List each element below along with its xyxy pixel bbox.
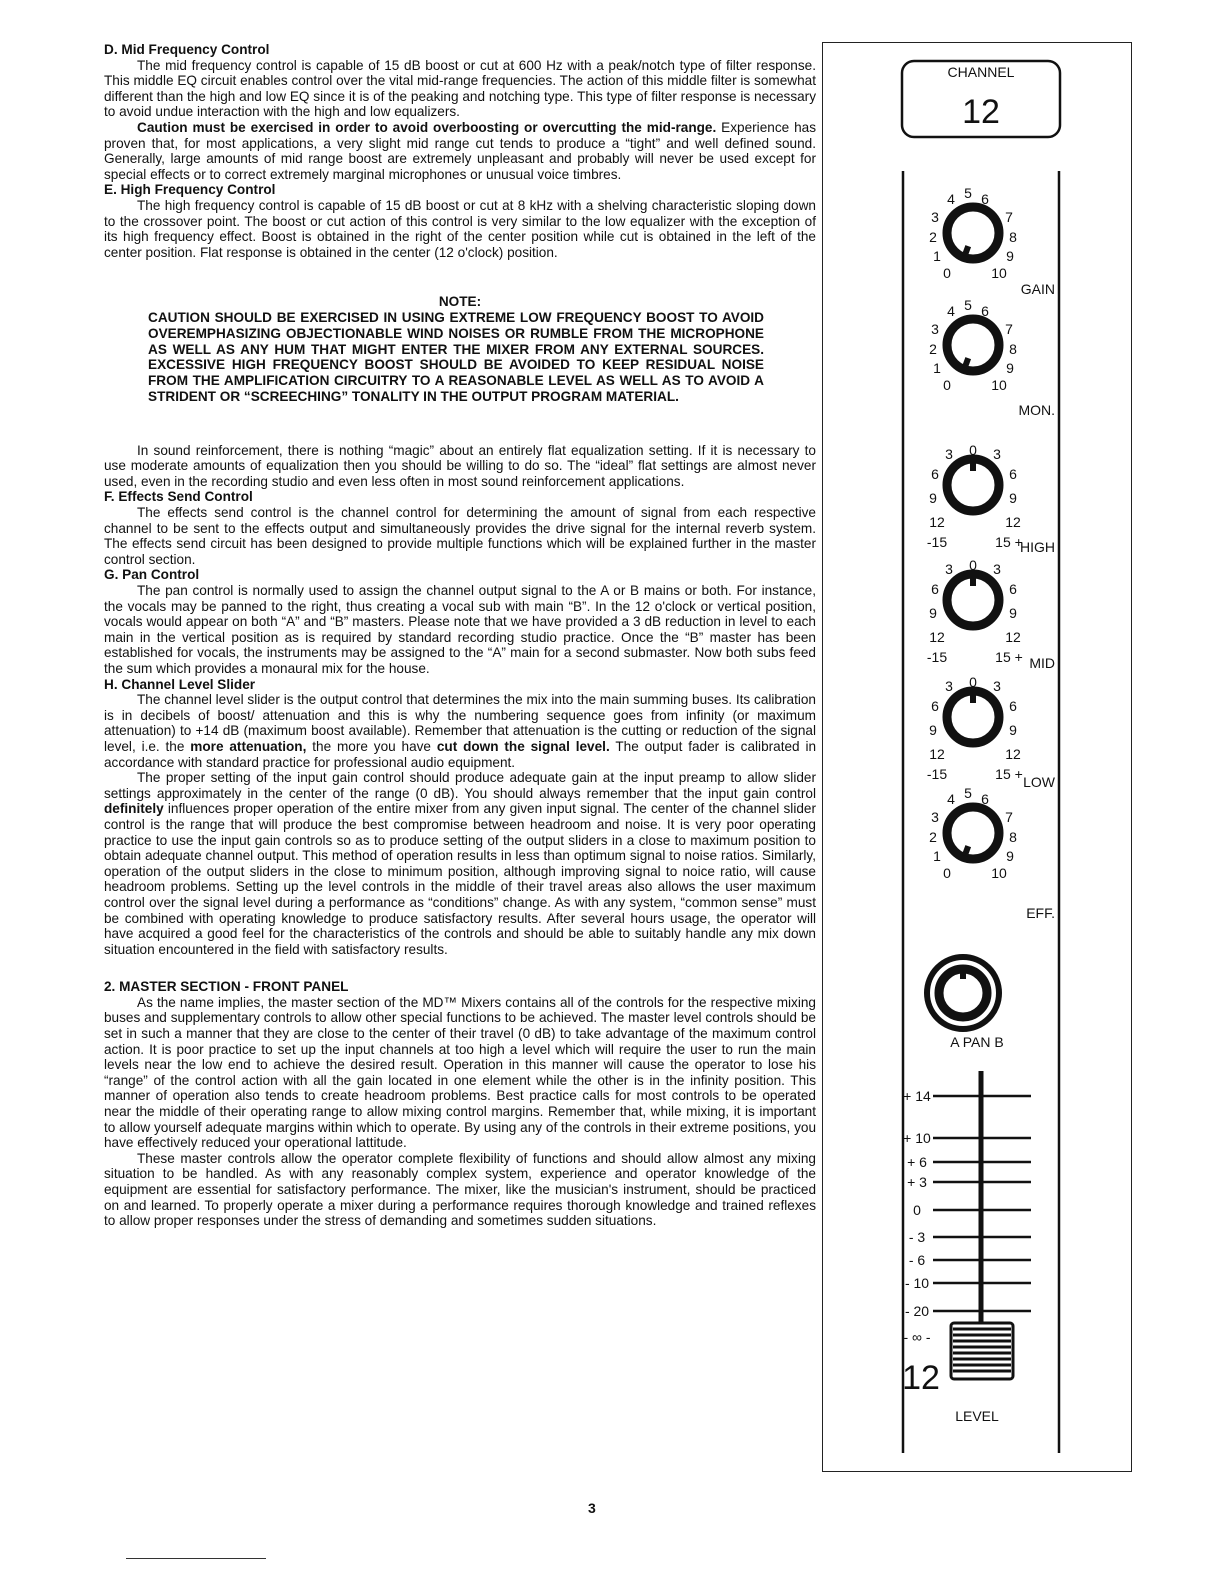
heading-pan-control: G. Pan Control: [104, 567, 200, 583]
slider-text-c: The output fader is calibrated in accordance with standard practice for professional audio equipment.: [104, 738, 817, 770]
gain-knob-scale-0: 0: [943, 265, 951, 281]
heading-mid-frequency-control: D. Mid Frequency Control: [104, 42, 270, 57]
slider-bold-more-attenuation: more attenuation,: [190, 738, 307, 754]
fader-scale-label: 0: [913, 1202, 921, 1218]
fader-scale-label: - 20: [904, 1303, 930, 1319]
eff-knob-scale-8: 8: [1009, 829, 1017, 845]
gain-knob-scale-6: 6: [981, 191, 989, 207]
eff-knob-scale-4: 4: [947, 791, 955, 807]
gain-knob-scale-2: 2: [929, 229, 937, 245]
eff-knob-scale-3: 3: [931, 809, 939, 825]
eff-knob[interactable]: [947, 807, 999, 859]
high-eq-knob-scale-right-6: 6: [1009, 466, 1017, 482]
mid-eq-knob[interactable]: [947, 574, 999, 626]
mon-knob-scale-3: 3: [931, 321, 939, 337]
gain-knob[interactable]: [947, 207, 999, 259]
slider-text-a: The channel level slider is the output control that determines the mix into the main summing buses. Its calibration is in decibels of boost/ attenuation and this is why the numbering sequence goes from infinity (or maximum attenuation) to +14 dB (maximum boost available). Remember that attenuation is the cutting or reduction of the signal level, i.e. the: [104, 692, 816, 754]
high-eq-knob-scale-left-6: 6: [931, 466, 939, 482]
channel-number: 12: [962, 93, 1000, 131]
mid-eq-knob-plus-15: 15 +: [995, 649, 1023, 665]
mon-knob-scale-5: 5: [964, 297, 972, 313]
fader-channel-number: 12: [902, 1359, 940, 1397]
low-eq-knob-scale-right-3: 3: [993, 678, 1001, 694]
fader-cap[interactable]: [951, 1323, 1013, 1379]
eff-knob-scale-9: 9: [1006, 848, 1014, 864]
mon-knob-scale-8: 8: [1009, 341, 1017, 357]
gain-knob-scale-5: 5: [964, 185, 972, 201]
eff-knob-scale-1: 1: [933, 848, 941, 864]
gain-text-a: The proper setting of the input gain control should produce adequate gain at the input preamp to allow slider settings approximately in the center of the range (0 dB). You should always remember that the input gain control: [104, 770, 816, 801]
fader-scale-label: + 10: [903, 1130, 931, 1146]
paragraph-sound-reinforcement: In sound reinforcement, there is nothing “magic” about an entirely flat equalization setting. If it is necessary to use moderate amounts of equalization then you should be willing to do so. The “ideal” flat settings are almost never used, even in the recording studio and even less often in most sound reinforcement applications.: [104, 442, 816, 489]
gain-text-b: influences proper operation of the entire mixer from any given input signal. The center of the channel slider control is the range that will produce the best compromise between headroom and noise. It is very poor operating practice to use the input gain controls so as to produce setting of the output sliders in a close to maximum position to obtain adequate channel output. This method of operation results in less than optimum signal to noise ratios. Similarly, operation of the output sliders in the close to minimum position, although improving signal to noice ratio, will cause headroom problems. Setting up the level controls in the middle of their travel areas also allows the user maximum control over the signal level during a performance as “conditions” change. As with any system, “common sense” must be combined with operating knowledge to produce satisfactory results. After several hours usage, the operator will have acquired a good feel for the characteristics of the controls and should be able to suitably handle any mix down situation encountered in the field with satisfactory results.: [104, 801, 816, 957]
mon-knob-scale-1: 1: [933, 360, 941, 376]
mon-knob-pointer: [965, 358, 968, 367]
mon-knob-label: MON.: [1018, 402, 1055, 418]
high-eq-knob[interactable]: [947, 459, 999, 511]
fader-scale-label: + 14: [903, 1088, 931, 1104]
mon-knob-scale-4: 4: [947, 303, 955, 319]
eff-knob-scale-10: 10: [991, 865, 1007, 881]
mid-eq-knob-scale-0: 0: [969, 557, 977, 573]
channel-label: CHANNEL: [947, 64, 1015, 80]
paragraph-input-gain-setting: [104, 770, 816, 957]
eff-knob-scale-0: 0: [943, 865, 951, 881]
gain-knob-scale-8: 8: [1009, 229, 1017, 245]
eff-knob-pointer: [965, 846, 968, 855]
mid-caution-rest: Experience has proven that, for most applications, a very slight mid range cut tends to produce a “tight” and well defined sound. Generally, large amounts of mid range boost are extremely unpleasant and probably will never be used except for special effects or to correct extremely marginal microphones or unusual voice timbres.: [104, 119, 817, 182]
manual-text-column: [104, 42, 816, 1229]
high-eq-knob-scale-right-9: 9: [1009, 490, 1017, 506]
mid-eq-knob-scale-left-9: 9: [929, 605, 937, 621]
low-eq-knob-scale-right-9: 9: [1009, 722, 1017, 738]
mon-knob-scale-6: 6: [981, 303, 989, 319]
level-fader: [902, 1071, 1031, 1424]
mon-knob[interactable]: [947, 319, 999, 371]
mid-eq-knob-scale-right-3: 3: [993, 561, 1001, 577]
gain-knob-body[interactable]: [947, 207, 999, 259]
paragraph-effects-send: The effects send control is the channel control for determining the amount of signal from each respective channel to be sent to the effects output and simultaneously provides the drive signal for the internal reverb system. The effects send circuit has been designed to provide multiple functions which will be explained further in the master control section.: [104, 505, 816, 567]
high-eq-knob-scale-0: 0: [969, 442, 977, 458]
gain-knob-pointer: [965, 246, 968, 255]
low-eq-knob-scale-0: 0: [969, 674, 977, 690]
paragraph-pan-control: The pan control is normally used to assign the channel output signal to the A or B mains or both. For instance, the vocals may be panned to the right, thus creating a vocal sub with main “B”. In the 12 o'clock or vertical position, vocals would appear on both “A” and “B” masters. Please note that we have provided a 3 dB reduction in level to each main in the vertical position as is required by standard recording studio practice. Once the “B” master has been established for vocals, the instruments may be assigned to the “A” main for a second submaster. Now both subs feed the sum which provides a monaural mix for the house.: [104, 583, 816, 676]
high-eq-knob-scale-left-3: 3: [945, 446, 953, 462]
heading-high-frequency-control: E. High Frequency Control: [104, 182, 276, 198]
low-eq-knob-scale-right-6: 6: [1009, 698, 1017, 714]
mid-eq-knob-scale-right-9: 9: [1009, 605, 1017, 621]
mid-eq-knob-label: MID: [1029, 655, 1055, 671]
mon-knob-scale-2: 2: [929, 341, 937, 357]
low-eq-knob-scale-left-9: 9: [929, 722, 937, 738]
note-title: NOTE:: [438, 294, 482, 310]
paragraph-master-section-2: These master controls allow the operator complete flexibility of functions and should allow almost any mixing situation to be handled. As with any reasonably complex system, experience and operator knowledge of the equipment are essential for satisfactory performance. The mixer, like the musician's instrument, should be practiced on and learned. To properly operate a mixer during a performance requires thorough knowledge and trained reflexes to allow proper responses under the stress of demanding and sometimes sudden situations.: [104, 1150, 816, 1229]
high-eq-knob-scale-left-12: 12: [929, 514, 945, 530]
heading-master-section: 2. MASTER SECTION - FRONT PANEL: [104, 979, 349, 995]
paragraph-mid-caution: [104, 120, 816, 182]
mon-knob-scale-0: 0: [943, 377, 951, 393]
eff-knob-scale-7: 7: [1005, 809, 1013, 825]
note-body: CAUTION SHOULD BE EXERCISED IN USING EXTREME LOW FREQUENCY BOOST TO AVOID OVEREMPHASIZING OBJECTIONABLE WIND NOISES OR RUMBLE FROM THE MICROPHONE AS WELL AS ANY HUM THAT MIGHT ENTER THE MIXER FROM ANY EXTERNAL SOURCES. EXCESSIVE HIGH FREQUENCY BOOST SHOULD BE AVOIDED TO KEEP RESIDUAL NOISE FROM THE AMPLIFICATION CIRCUITRY TO A REASONABLE LEVEL AS WELL AS TO AVOID A STRIDENT OR “SCREECHING” TONALITY IN THE OUTPUT PROGRAM MATERIAL.: [148, 309, 764, 404]
slider-bold-cut-down: cut down the signal level.: [436, 738, 610, 754]
high-eq-knob-scale-left-9: 9: [929, 490, 937, 506]
low-eq-knob-scale-right-12: 12: [1005, 746, 1021, 762]
fader-scale-label: - 6: [908, 1252, 926, 1268]
mid-eq-knob-scale-left-12: 12: [929, 629, 945, 645]
mid-caution-bold: Caution must be exercised in order to avoid overboosting or overcutting the mid-range.: [137, 119, 717, 135]
paragraph-master-section-1: As the name implies, the master section of the MD™ Mixers contains all of the controls for the respective mixing buses and supplementary controls to allow other special functions to be achieved. The master level controls should be set in such a manner that they are close to the center of their travel (0 dB) to take advantage of the maximum control action. It is poor practice to set up the input channels at too high a level which will require the user to run the main levels near the low end to achieve the desired result. Operation in this manner will cause the operator to lose his “range” of the control action with all the gain located in one element while the other is in the infinity position. This manner of operation also tends to create headroom problems. Best practice calls for most controls to be operated near the middle of their operating range to allow mixing control margins. Remember that, while mixing, it is important to allow yourself adequate margins within which to operate. By using any of the controls in their extreme positions, you have effectively reduced your operational lattitude.: [104, 994, 816, 1151]
mid-eq-knob-minus-15: -15: [926, 649, 948, 665]
eff-knob-scale-6: 6: [981, 791, 989, 807]
low-eq-knob-plus-15: 15 +: [995, 766, 1023, 782]
gain-knob-label: GAIN: [1020, 281, 1055, 297]
low-eq-knob-scale-left-3: 3: [945, 678, 953, 694]
paragraph-mid-frequency: The mid frequency control is capable of 15 dB boost or cut at 600 Hz with a peak/notch type of filter response. This middle EQ circuit enables control over the vital mid-range frequencies. The action of this middle filter is somewhat different than the high and low EQ since it is of the peaking and notching type. This type of filter response is necessary to avoid undue interaction with the high and low equalizers.: [104, 57, 816, 120]
mon-knob-scale-9: 9: [1006, 360, 1014, 376]
low-eq-knob-scale-left-12: 12: [929, 746, 945, 762]
paragraph-high-frequency: The high frequency control is capable of 15 dB boost or cut at 8 kHz with a shelving characteristic sloping down to the crossover point. The boost or cut action of this control is very similar to the low equalizer with the exception of its high frequency effect. Boost is obtained in the right of the center position while cut is obtained in the left of the center position. Flat response is obtained in the center (12 o'clock) position.: [104, 197, 816, 260]
eff-knob-label: EFF.: [1026, 905, 1055, 921]
fader-scale-label: - 3: [908, 1229, 926, 1245]
fader-scale-label: + 3: [907, 1174, 927, 1190]
gain-knob-scale-4: 4: [947, 191, 955, 207]
eff-knob-scale-5: 5: [964, 785, 972, 801]
paragraph-level-slider: [104, 692, 816, 770]
heading-channel-level-slider: H. Channel Level Slider: [104, 676, 256, 692]
low-eq-knob-scale-left-6: 6: [931, 698, 939, 714]
gain-knob-scale-1: 1: [933, 248, 941, 264]
fader-scale-label: + 6: [907, 1154, 927, 1170]
mid-eq-knob-scale-left-6: 6: [931, 581, 939, 597]
eff-knob-scale-2: 2: [929, 829, 937, 845]
gain-knob-scale-3: 3: [931, 209, 939, 225]
low-eq-knob-minus-15: -15: [926, 766, 948, 782]
gain-knob-scale-10: 10: [991, 265, 1007, 281]
fader-scale-label: - ∞ -: [903, 1329, 931, 1345]
mon-knob-scale-10: 10: [991, 377, 1007, 393]
fader-scale-label: - 10: [904, 1275, 930, 1291]
mid-eq-knob-scale-left-3: 3: [945, 561, 953, 577]
mid-eq-knob-scale-right-12: 12: [1005, 629, 1021, 645]
mid-eq-knob-scale-right-6: 6: [1009, 581, 1017, 597]
heading-effects-send-control: F. Effects Send Control: [104, 489, 253, 505]
footnote-rule: [126, 1558, 266, 1559]
pan-label: A PAN B: [950, 1034, 1004, 1050]
knob-section: [927, 185, 1056, 1050]
gain-knob-scale-9: 9: [1006, 248, 1014, 264]
low-eq-knob-label: LOW: [1023, 774, 1055, 790]
high-eq-knob-minus-15: -15: [926, 534, 948, 550]
high-eq-knob-plus-15: 15 +: [995, 534, 1023, 550]
slider-text-b: the more you have: [312, 738, 431, 754]
gain-knob-scale-7: 7: [1005, 209, 1013, 225]
high-eq-knob-scale-right-12: 12: [1005, 514, 1021, 530]
low-eq-knob[interactable]: [947, 691, 999, 743]
eff-knob-body[interactable]: [947, 807, 999, 859]
pan-knob[interactable]: [927, 957, 999, 1029]
page-number: 3: [588, 1500, 596, 1516]
mon-knob-body[interactable]: [947, 319, 999, 371]
level-label: LEVEL: [955, 1408, 999, 1424]
high-eq-knob-label: HIGH: [1020, 539, 1055, 555]
gain-bold-definitely: definitely: [104, 801, 164, 817]
channel-strip-diagram: [822, 42, 1132, 1472]
high-eq-knob-scale-right-3: 3: [993, 446, 1001, 462]
mon-knob-scale-7: 7: [1005, 321, 1013, 337]
